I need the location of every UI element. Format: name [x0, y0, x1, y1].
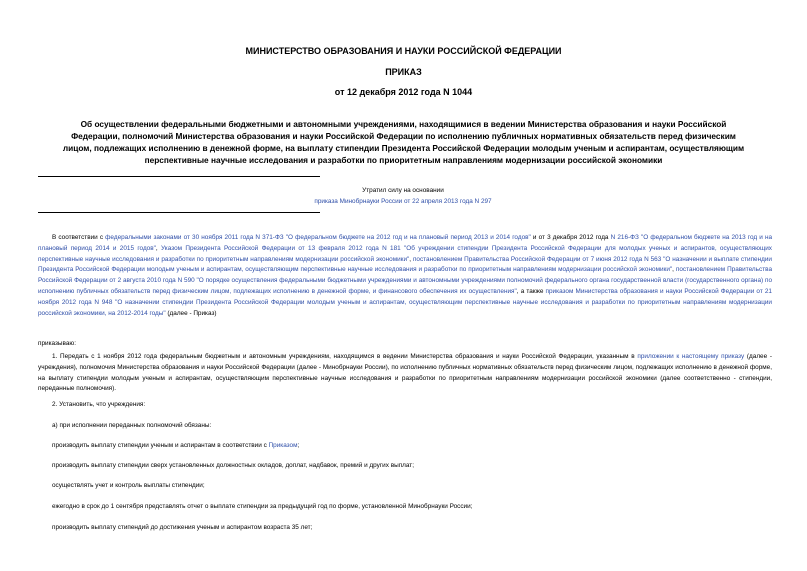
presidential-decree-181-link[interactable]: Указом Президента Российской Федерации от 13 февраля 2012 года N 181 "Об учреждении стипендии Президента Российской Федерации для молодых ученых и аспирантов, осуществляющих перспективные научные исследования и разработки по приоритетным направлениям модернизации российской экономики": [38, 244, 772, 263]
duty-item: ежегодно в срок до 1 сентября представлять отчет о выплате стипендии за предыдущий год по форме, установленной Минобрнауки России;: [52, 503, 473, 510]
top-divider: [38, 176, 320, 177]
title-line: Федерации, полномочий Министерства образования и науки Российской Федерации по исполнению публичных нормативных обязательств перед физическим: [71, 131, 736, 141]
ministry-order-948-link[interactable]: приказом Министерства образования и науки Российской Федерации от 21 ноября 2012 года N 948 "О назначении стипендии Президента Российской Федерации молодым ученым и аспирантам, осуществляющим перспективные научные исследования и разработки по приоритетным направлениям модернизации российской экономики, на 2012-2014 годы": [38, 287, 772, 317]
subparagraph-a: а) при исполнении переданных полномочий обязаны:: [52, 422, 212, 429]
ministry-heading: МИНИСТЕРСТВО ОБРАЗОВАНИЯ И НАУКИ РОССИЙСКОЙ ФЕДЕРАЦИИ: [245, 46, 562, 56]
doc-type-heading: ПРИКАЗ: [385, 67, 422, 77]
government-resolution-563-link[interactable]: постановлением Правительства Российской Федерации от 7 июня 2012 года N 563 "О назначении и выплате стипендии Президента Российской Федерации молодым ученым и аспирантам, осуществляющим перспективные научные исследования и разработки по приоритетным направлениям модернизации российской экономики": [38, 255, 772, 274]
preamble-text: и от 3 декабря 2012 года: [530, 234, 611, 241]
paragraph-text: (далее - учреждения), полномочия Министерства образования и науки Российской Федерации (далее - Минобрнауки России), по исполнению публичных нормативных обязательств перед физическим лицом, подлежащих исполнению в денежной форме, на выплату стипендии молодым ученым и аспирантам, осуществляющим перспективные научные исследования и разработки по приоритетным направлениям модернизации российской экономики (далее соответственно - стипендии, переданные полномочия).: [38, 353, 772, 393]
title-line: Об осуществлении федеральными бюджетными и автономными учреждениями, находящимися в ведении Министерства образования и науки Российской: [80, 119, 727, 129]
paragraph-text: 1. Передать с 1 ноября 2012 года федеральным бюджетным и автономным учреждениям, находящимся в ведении Министерства образования и науки Российской Федерации, указанным в: [52, 353, 638, 360]
duty-item: производить выплату стипендий до достижения ученым и аспирантом возраста 35 лет;: [52, 524, 313, 531]
duty-item: производить выплату стипендии сверх установленных должностных окладов, доплат, надбавок, премий и других выплат;: [52, 462, 415, 469]
document-title: [40, 118, 767, 166]
federal-law-371-link[interactable]: федеральными законами от 30 ноября 2011 года N 371-ФЗ "О федеральном бюджете на 2012 год и на плановый период 2013 и 2014 годов": [105, 234, 531, 241]
prikaz-link[interactable]: Приказом: [268, 442, 298, 449]
duty-text: производить выплату стипендии ученым и аспирантам в соответствии с: [52, 442, 269, 449]
repeal-order-link[interactable]: приказа Минобрнауки России от 22 апреля 2013 года N 297: [314, 198, 492, 205]
duty-item: [52, 442, 299, 449]
title-line: перспективные научные исследования и разработки по приоритетным направлениям модернизации российской экономики: [144, 155, 663, 165]
bottom-divider: [38, 212, 320, 213]
duty-text: ;: [297, 442, 300, 449]
status-note-link-wrap: [253, 198, 553, 205]
preamble-text: ,: [672, 266, 676, 274]
preamble-text: ,: [409, 255, 413, 263]
preamble-paragraph: [38, 233, 772, 319]
prikazyvayu-label: приказываю:: [38, 340, 76, 347]
status-note-text: Утратил силу на основании: [362, 187, 444, 194]
preamble-text: , а также: [516, 287, 546, 295]
paragraph-1: [38, 352, 772, 395]
government-resolution-590-link[interactable]: постановлением Правительства Российской Федерации от 2 августа 2010 года N 590 "О порядке осуществления федеральными бюджетными учреждениями и автономными учреждениями полномочий федерального органа государственной власти (государственного органа) по исполнению публичных обязательств перед физическим лицом, подлежащих исполнению в денежной форме, и финансового обеспечения их осуществления": [38, 266, 772, 295]
title-line: лицом, подлежащих исполнению в денежной форме, на выплату стипендии Президента Российской Федерации молодым ученым и аспирантам, осуществляющим: [62, 143, 745, 153]
federal-law-216-link[interactable]: N 216-ФЗ "О федеральном бюджете на 2013 год и на плановый период 2014 и 2015 годов": [38, 234, 773, 252]
date-number-heading: от 12 декабря 2012 года N 1044: [334, 87, 473, 97]
appendix-link[interactable]: приложении к настоящему приказу: [637, 353, 745, 360]
preamble-text: В соответствии с: [52, 234, 106, 241]
preamble-text: ,: [155, 244, 162, 252]
preamble-text: (далее - Приказ): [165, 309, 217, 317]
paragraph-2: 2. Установить, что учреждения:: [52, 401, 146, 408]
duty-item: осуществлять учет и контроль выплаты стипендии;: [52, 482, 205, 489]
